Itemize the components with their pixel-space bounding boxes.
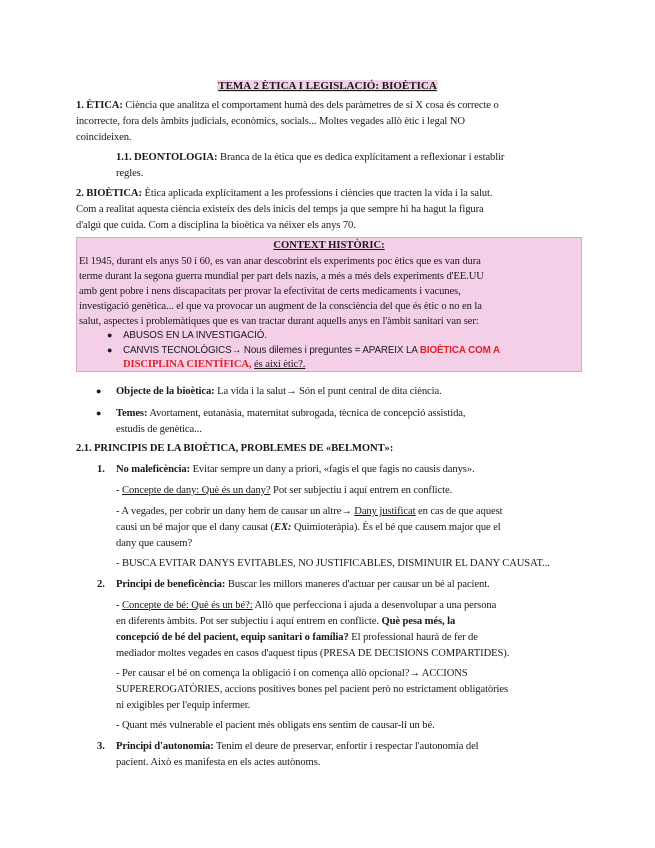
p3-line-1: Principi d'autonomia: Tenim el deure de preservar, enfortir i respectar l'autonomia del [116,741,479,752]
context-line-5: salut, aspectes i problemàtiques que es van tractar durant aquells anys en l'àmbit sanitari van ser: [79,316,479,327]
p2-c: - Quant més vulnerable el pacient més obligats ens sentim de causar-li un bé. [116,720,435,731]
temes-line-1: Temes: Avortament, eutanàsia, maternitat subrogada, tècnica de concepció assistida, [116,408,466,419]
p2-number: 2. [97,579,105,590]
bioetica-line-1: 2. BIOÈTICA: Ètica aplicada explícitament a les professions i ciències que tracten la vida i la salut. [76,188,493,199]
context-line-1: El 1945, durant els anys 50 i 60, es van anar descobrint els experiments poc ètics que es van dura [79,256,481,267]
principis-heading: 2.1. PRINCIPIS DE LA BIOÈTICA, PROBLEMES DE «BELMONT»: [76,443,394,454]
context-line-3: amb gent pobre i nens discapacitats per provar la efectivitat de certs medicaments i vacunes, [79,286,461,297]
context-line-4: investigació genètica... el que va provocar un augment de la consciència del que és ètic o no en la [79,301,482,312]
p1-line: No maleficència: Evitar sempre un dany a priori, «fagis el que fagis no causis danys». [116,464,475,475]
context-heading: CONTEXT HISTÒRIC: [273,240,385,251]
context-line-2: terme durant la segona guerra mundial per part dels nazis, a més a més dels experiments d'EE.UU [79,271,484,282]
context-bullet-2-cont: DISCIPLINA CIENTÍFICA, és així ètic?. [123,359,306,370]
p2-b-2: SUPEREROGATÒRIES, accions positives bones pel pacient però no estrictament obligatòries [116,684,509,695]
p1-b-3: dany que causem? [116,538,193,549]
etica-line-1: 1. ÈTICA: Ciència que analitza el comportament humà des dels paràmetres de si X cosa és correcte o [76,100,499,111]
etica-line-2: incorrecte, fora dels àmbits judicials, econòmics, socials... Moltes vegades allò ètic i legal NO [76,116,465,127]
bioetica-line-3: d'algú que cuida. Com a disciplina la bioètica va néixer els anys 70. [76,220,356,231]
p1-a: - Concepte de dany: Què és un dany? Pot ser subjectiu i aquí entrem en conflicte. [116,485,453,496]
p2-a-4: mediador moltes vegades en casos d'aquest tipus (PRESA DE DECISIONS COMPARTIDES). [116,648,510,659]
p1-b-1: - A vegades, per cobrir un dany hem de causar un altre→ Dany justificat en cas de que aquest [116,506,503,517]
p2-b-3: ni exigibles per l'equip infermer. [116,700,251,711]
p3-number: 3. [97,741,105,752]
deontologia-line-1: 1.1. DEONTOLOGIA: Branca de la ètica que es dedica explícitament a reflexionar i establir [116,152,505,163]
document-title: TEMA 2 ÈTICA I LEGISLACIÓ: BIOÈTICA [218,80,437,92]
bullet-icon: ● [107,345,113,355]
p1-b-2: causi un bé major que el dany causat (EX: Quimioteràpia). És el bé que causem major que el [116,522,501,533]
context-bullet-2: CANVIS TECNOLÒGICS→ Nous dilemes i preguntes = APAREIX LA BIOÈTICA COM A [123,345,500,356]
p2-a-3: concepció de bé del pacient, equip sanitari o família? El professional haurà de fer de [116,632,478,643]
p2-a-2: en diferents àmbits. Pot ser subjectiu i aquí entrem en conflicte. Què pesa més, la [116,616,456,627]
p2-a-1: - Concepte de bé: Què és un bé?: Allò que perfecciona i ajuda a desenvolupar a una persona [116,600,497,611]
etica-line-3: coincideixen. [76,132,132,143]
p1-number: 1. [97,464,105,475]
bullet-icon: ● [107,330,113,340]
p2-b-1: - Per causar el bé on comença la obligació i on comença allò opcional?→ ACCIONS [116,668,468,679]
bullet-icon: ● [96,386,102,396]
deontologia-line-2: regles. [116,168,144,179]
temes-line-2: estudis de genètica... [116,424,202,435]
bioetica-line-2: Com a realitat aquesta ciència existeix des dels inicis del temps ja que sempre hi ha hagut la figura [76,204,484,215]
context-bullet-1: ABUSOS EN LA INVESTIGACIÓ. [123,330,267,341]
p3-line-2: pacient. Això es manifesta en els actes autònoms. [116,757,321,768]
p2-line: Principi de beneficència: Buscar les millors maneres d'actuar per causar un bé al pacient. [116,579,490,590]
context-historic-box [76,237,582,372]
bullet-icon: ● [96,408,102,418]
objecte-line: Objecte de la bioètica: La vida i la salut→ Són el punt central de dita ciència. [116,386,442,397]
p1-c: - BUSCA EVITAR DANYS EVITABLES, NO JUSTIFICABLES, DISMINUIR EL DANY CAUSAT... [116,558,550,569]
